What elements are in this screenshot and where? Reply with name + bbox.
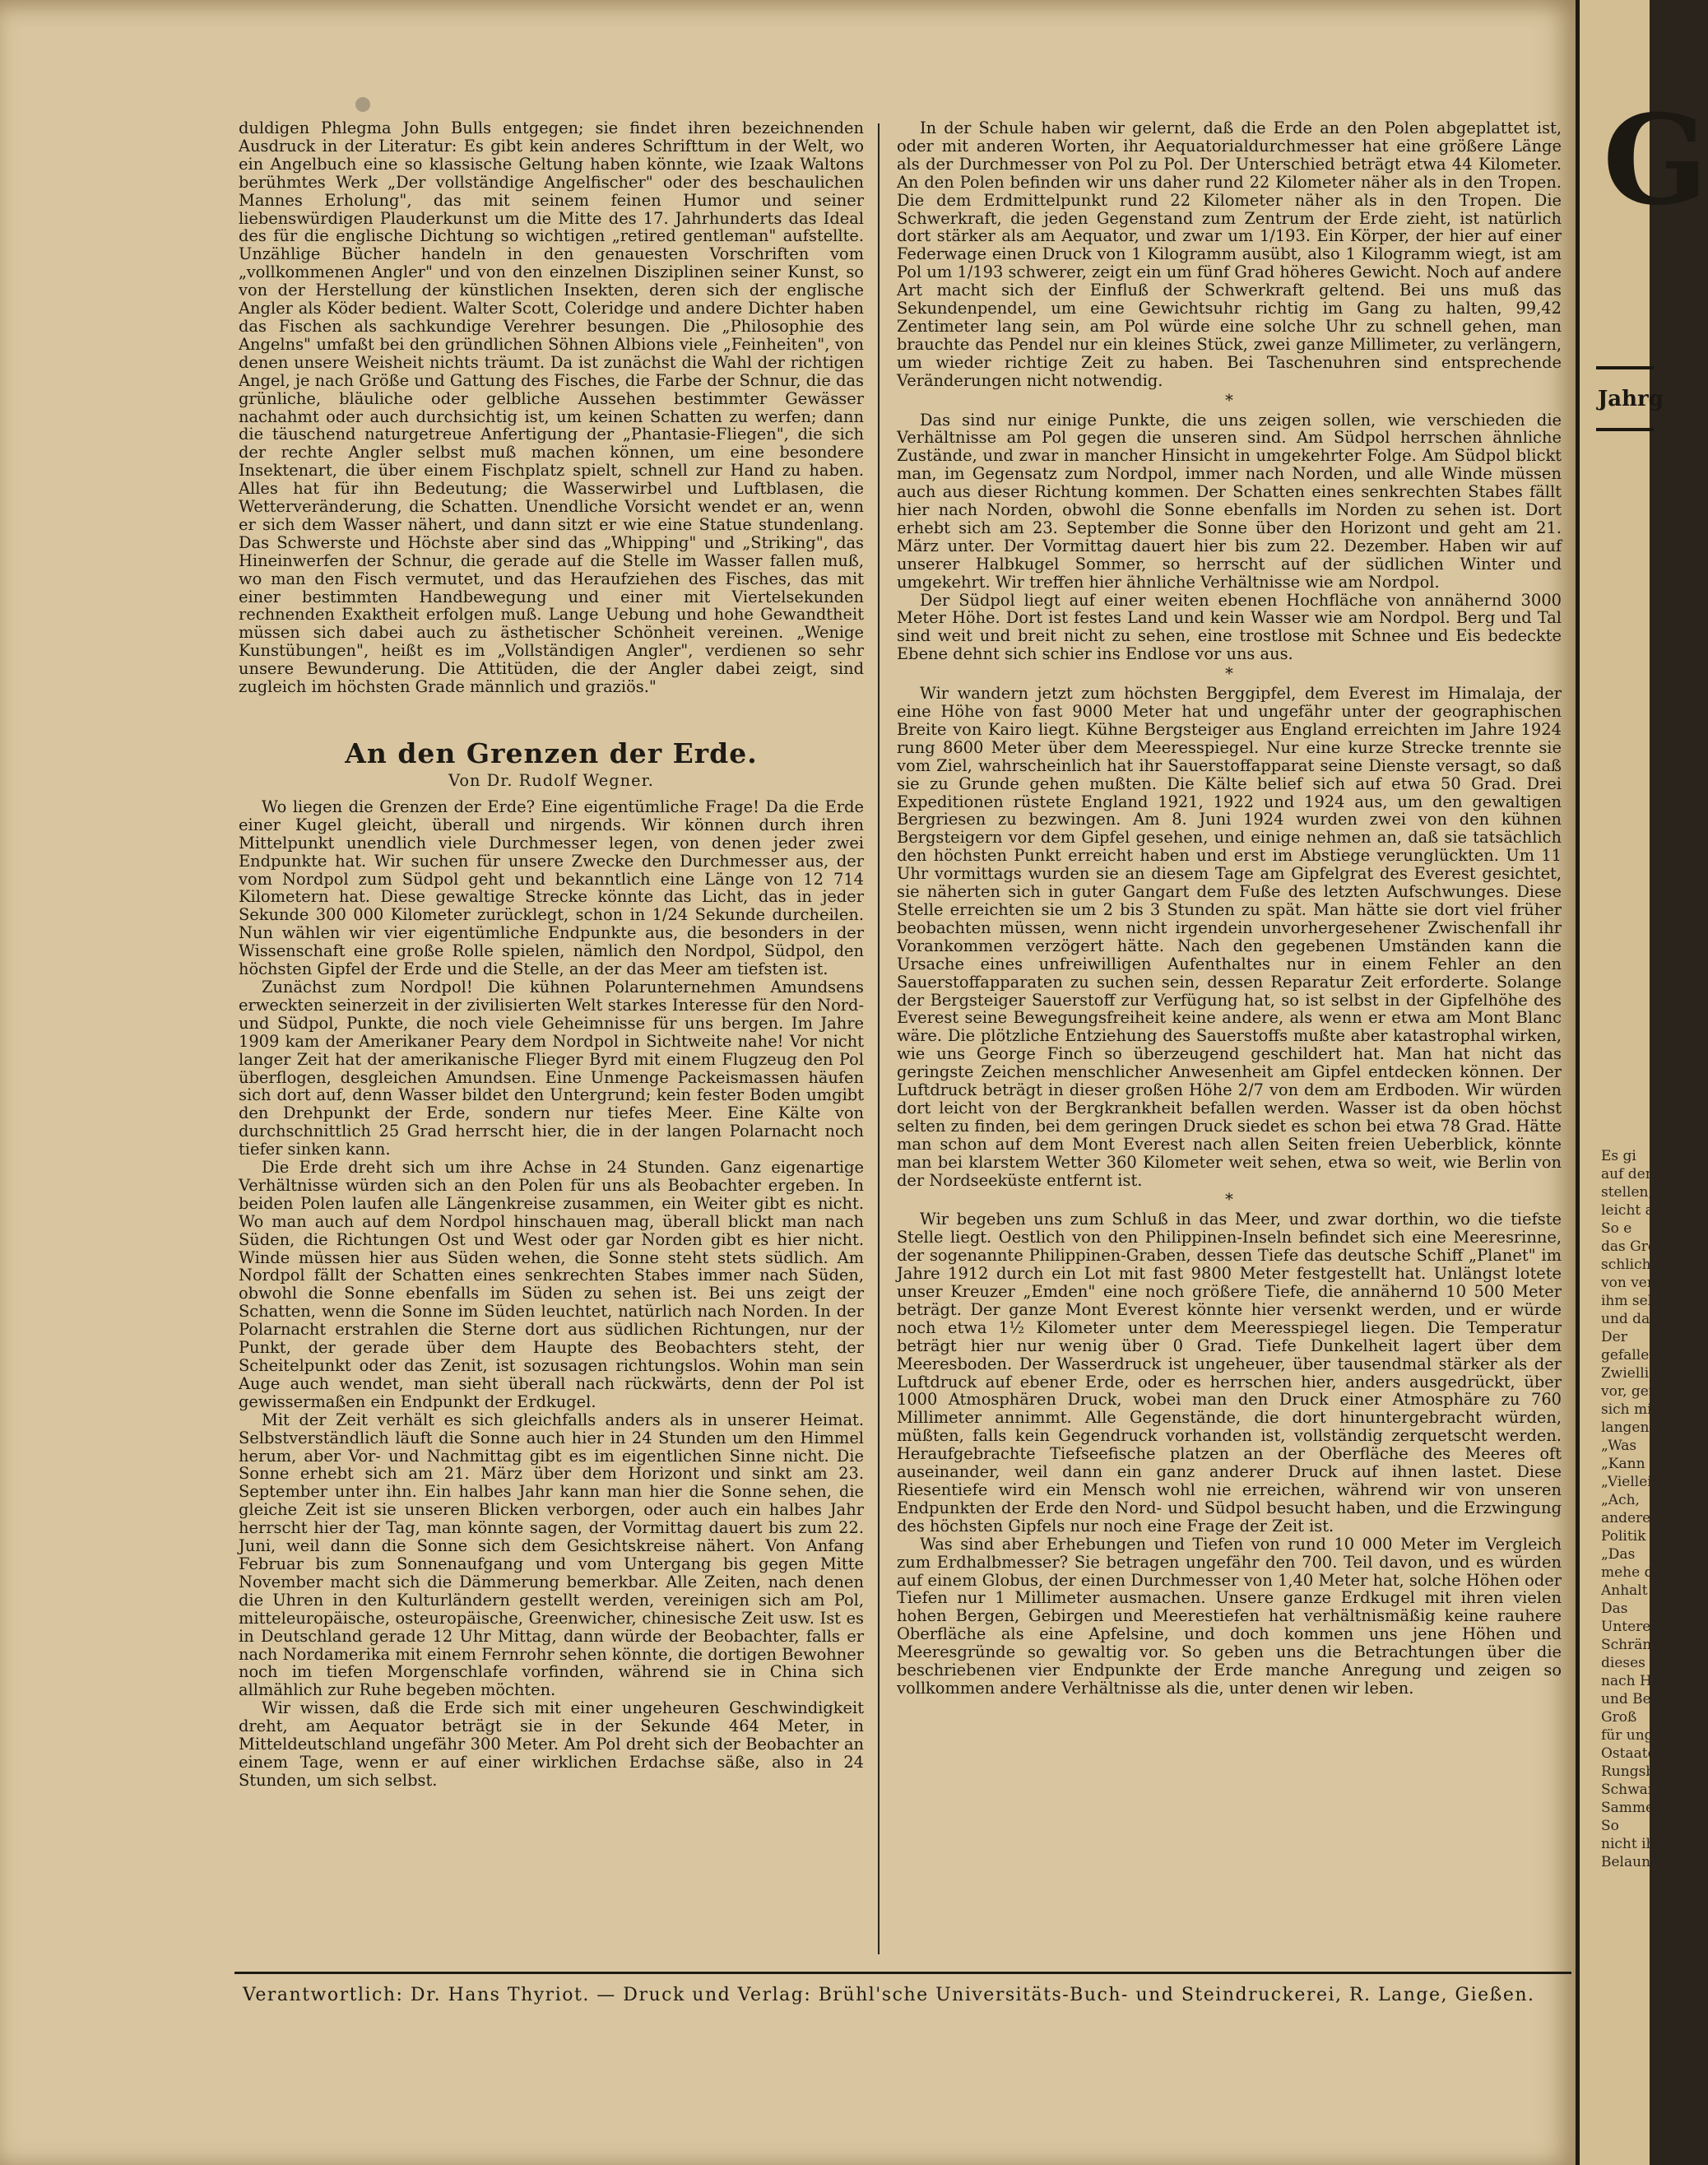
text-fragment: das Grof	[1601, 1238, 1662, 1255]
text-fragment: Unterer	[1601, 1619, 1658, 1635]
text-fragment: auf den	[1601, 1166, 1655, 1182]
text-fragment: Zwiellicht	[1601, 1365, 1672, 1382]
text-fragment: Ostaaten	[1601, 1745, 1665, 1762]
text-fragment: Sammer	[1601, 1800, 1661, 1816]
text-fragment: Schwar	[1601, 1782, 1655, 1798]
text-fragment: und dann	[1601, 1311, 1669, 1327]
text-fragment: Das	[1601, 1601, 1628, 1617]
section-separator: *	[1225, 390, 1233, 410]
adjacent-page-edge	[1576, 0, 1708, 2165]
text-fragment: schlichtem	[1601, 1257, 1678, 1273]
text-fragment: für ung	[1601, 1727, 1654, 1744]
article-paragraph: Das sind nur einige Punkte, die uns zeigen sollen, wie verschieden die Verhältnisse am Pol gegen die unseren sind. Am Südpol herrschen ähnliche Zustände, und zwar in mancher Hinsicht in umgekehrter Folge. Am Südpol blickt man, im Gegensatz zum Nordpol, immer nach Norden, und alle Winde müssen auch aus dieser Richtung kommen. Der Schatten eines senkrechten Stabes fällt hier nach Norden, obwohl die Sonne ebenfalls im Norden zu sehen ist. Dort erhebt sich am 23. September die Sonne über den Horizont und geht am 21. März unter. Der Vormittag dauert hier bis zum 22. Dezember. Haben wir auf unserer Halbkugel Sommer, so herrscht auf der südlichen Winter und umgekehrt. Wir treffen hier ähnliche Verhältnisse wie am Nordpol.	[897, 410, 1562, 592]
text-fragment: mehe die	[1601, 1564, 1666, 1581]
column-divider	[878, 123, 880, 1954]
article-paragraph: Wo liegen die Grenzen der Erde? Eine eigentümliche Frage! Da die Erde einer Kugel gleicht, überall und nirgends. Wir können durch ihren Mittelpunkt unendlich viele Durchmesser legen, von denen jeder zwei Endpunkte hat. Wir suchen für unsere Zwecke den Durchmesser aus, der vom Nordpol zum Südpol geht und bekanntlich eine Länge von 12 714 Kilometern hat. Diese gewaltige Strecke könnte das Licht, das in jeder Sekunde 300 000 Kilometer zurücklegt, schon in 1/24 Sekunde durcheilen. Nun wählen wir vier eigentümliche Endpunkte aus, die besonders in der Wissenschaft eine große Rolle spielen, nämlich den Nordpol, Südpol, den höchsten Gipfel der Erde und die Stelle, an der das Meer am tiefsten ist.	[239, 797, 864, 979]
masthead-rule	[1596, 428, 1654, 431]
article-paragraph: Zunächst zum Nordpol! Die kühnen Polarunternehmen Amundsens erweckten seinerzeit in der zivilisierten Welt starkes Interesse für den Nord- und Südpol, Punkte, die noch viele Geheimnisse für uns bergen. Im Jahre 1909 kam der Amerikaner Peary dem Nordpol in Sichtweite nahe! Vor nicht langer Zeit hat der amerikanische Flieger Byrd mit einem Flugzeug den Pol überflogen, desgleichen Amundsen. Eine Unmenge Packeismassen häufen sich dort auf, denn Wasser bildet den Untergrund; kein fester Boden umgibt den Drehpunkt der Erde, sondern nur tiefes Meer. Eine Kälte von durchschnittlich 25 Grad herrscht hier, die in der langen Polarnacht noch tiefer sinken kann.	[239, 977, 864, 1159]
text-fragment: Der	[1601, 1329, 1627, 1345]
jahrgang-label: Jahrg	[1598, 387, 1664, 411]
article-author: Von Dr. Rudolf Wegner.	[448, 771, 654, 790]
right-column	[897, 119, 1562, 1698]
text-fragment: von versch	[1601, 1275, 1678, 1291]
article-paragraph: In der Schule haben wir gelernt, daß die Erde an den Polen abgeplattet ist, oder mit anderen Worten, ihr Aequatorialdurchmesser hat eine größere Länge als der Durchmesser von Pol zu Pol. Der Unterschied beträgt etwa 44 Kilometer. An den Polen befinden wir uns daher rund 22 Kilometer näher als in den Tropen. Die dem Erdmittelpunkt rund 22 Kilometer näher als in den Tropen. Die Schwerkraft, die jeden Gegenstand zum Zentrum der Erde zieht, ist natürlich dort stärker als am Aequator, und zwar um 1/193. Ein Körper, der hier auf einer Federwage einen Druck von 1 Kilogramm ausübt, also 1 Kilogramm wiegt, ist am Pol um 1/193 schwerer, zeigt ein um fünf Grad höheres Gewicht. Noch auf andere Art macht sich der Einfluß der Schwerkraft geltend. Bei uns muß das Sekundenpendel, um eine Gewichtsuhr richtig im Gang zu halten, 99,42 Zentimeter lang sein, am Pol würde eine solche Uhr zu schnell gehen, man brauchte das Pendel nur ein kleines Stück, zwei ganze Millimeter, zu verlängern, um wieder richtige Zeit zu haben. Bei Taschenuhren sind entsprechende Veränderungen nicht notwendig.	[897, 118, 1562, 390]
imprint-footer: Verantwortlich: Dr. Hans Thyriot. — Druck und Verlag: Brühl'sche Universitäts-Buch- und Steindruckerei, R. Lange, Gießen.	[243, 1985, 1535, 2005]
text-fragment: So e	[1601, 1220, 1632, 1237]
article-paragraph: Mit der Zeit verhält es sich gleichfalls anders als in unserer Heimat. Selbstverständlich läuft die Sonne auch hier in 24 Stunden um den Himmel herum, aber Vor- und Nachmittag gibt es im eigentlichen Sinne nicht. Die Sonne erhebt sich am 21. März über dem Horizont und sinkt am 23. September unter ihn. Ein halbes Jahr kann man hier die Sonne sehen, die gleiche Zeit ist sie unseren Blicken verborgen, oder auch ein halbes Jahr herrscht hier der Tag, man könnte sagen, der Vormittag dauert bis zum 22. Juni, weil dann die Sonne sich dem Gesichtskreise nähert. Von Anfang Februar bis zum Sonnenaufgang und vom Untergang bis gegen Mitte November macht sich die Dämmerung bemerkbar. Alle Zeiten, nach denen die Uhren in den Kulturländern gestellt werden, vereinigen sich am Pol, mitteleuropäische, osteuropäische, Greenwicher, chinesische Zeit usw. Ist es in Deutschland gerade 12 Uhr Mittag, dann würde der Beobachter, falls er nach Nordamerika mit einem Fernrohr sehen könnte, die dortigen Bewohner noch im tiefen Morgenschlafe vorfinden, während sie in China sich allmählich zur Ruhe begeben möchten.	[239, 1410, 864, 1700]
article-paragraph: Der Südpol liegt auf einer weiten ebenen Hochfläche von annähernd 3000 Meter Höhe. Dort ist festes Land und kein Wasser wie am Nordpol. Berg und Tal sind weit und breit nicht zu sehen, eine trostlose mit Schnee und Eis bedeckte Ebene dehnt sich schier ins Endlose vor uns aus.	[897, 590, 1562, 664]
text-fragment: Rungsbe	[1601, 1763, 1664, 1780]
text-fragment: „Das	[1601, 1546, 1636, 1563]
text-fragment: dieses Gem	[1601, 1655, 1683, 1671]
article-paragraph: Die Erde dreht sich um ihre Achse in 24 Stunden. Ganz eigenartige Verhältnisse würden sich an den Polen für uns als Beobachter ergeben. In beiden Polen laufen alle Längenkreise zusammen, ein Weiter gibt es nicht. Wo man auch auf dem Nordpol hinschauen mag, überall blickt man nach Süden, die Richtungen Ost und West oder gar Norden gibt es hier nicht. Winde müssen hier aus Süden wehen, die Sonne steht stets südlich. Am Nordpol fällt der Schatten eines senkrechten Stabes immer nach Süden, obwohl die Sonne ebenfalls im Süden zu sehen ist. Bei uns zeigt der Schatten, wenn die Sonne im Süden leuchtet, natürlich nach Norden. In der Polarnacht erstrahlen die Sterne dort aus südlichen Richtungen, nur der Punkt, der gerade über dem Haupte des Beobachters steht, der Scheitelpunkt oder das Zenit, ist sozusagen richtungslos. Wohin man sein Auge auch wendet, man sieht überall nach rückwärts, denn der Pol ist gewissermaßen ein Endpunkt der Erdkugel.	[239, 1158, 864, 1411]
text-fragment: gefallen	[1601, 1347, 1659, 1364]
text-fragment: ihm selb	[1601, 1293, 1662, 1309]
article-title: An den Grenzen der Erde.	[345, 737, 758, 769]
text-fragment: Belaunt	[1601, 1854, 1656, 1870]
text-fragment: sich mich	[1601, 1401, 1669, 1418]
text-fragment: Anhalt f	[1601, 1582, 1658, 1599]
text-fragment: So	[1601, 1818, 1619, 1834]
intro-paragraph: duldigen Phlegma John Bulls entgegen; sie findet ihren bezeichnenden Ausdruck in der Literatur: Es gibt kein anderes Schrifttum in der Welt, wo ein Angelbuch eine so klassische Geltung haben könnte, wie Izaak Waltons berühmtes Werk „Der vollständige Angelfischer" oder des beschaulichen Mannes Erholung", das mit seinem feinen Humor und seiner liebenswürdigen Plauderkunst um die Mitte des 17. Jahrhunderts das Ideal des für die englische Dichtung so wichtigen „retired gentleman" aufstellte. Unzählige Bücher handeln in den genauesten Vorschriften vom „vollkommenen Angler" und von den einzelnen Disziplinen seiner Kunst, so von der Herstellung der künstlichen Insekten, deren sich der englische Angler als Köder bedient. Walter Scott, Coleridge und andere Dichter haben das Fischen als sachkundige Verehrer besungen. Die „Philosophie des Angelns" umfaßt bei den gründlichen Söhnen Albions viele „Feinheiten", von denen unsere Weisheit nichts träumt. Da ist zunächst die Wahl der richtigen Angel, je nach Größe und Gattung des Fisches, die Farbe der Schnur, die das grünliche, bläuliche oder gelbliche Aussehen bestimmter Gewässer nachahmt oder auch durchsichtig ist, um keinen Schatten zu werfen; dann die täuschend naturgetreue Anfertigung der „Phantasie-Fliegen", die sich der rechte Angler selbst muß machen können, um eine besondere Insektenart, die über einem Fischplatz spielt, schnell zur Hand zu haben. Alles hat für ihn Bedeutung; die Wasserwirbel und Luftblasen, die Wetterveränderung, die Schatten. Unendliche Vorsicht wendet er an, wenn er sich dem Wasser nähert, und dann sitzt er wie eine Statue stundenlang. Das Schwerste und Höchste aber sind das „Whipping" und „Striking", das Hineinwerfen der Schnur, die gerade auf die Stelle im Wasser fallen muß, wo man den Fisch vermutet, und das Heraufziehen des Fisches, das mit einer bestimmten Handbewegung und einer mit Viertelsekunden rechnenden Exaktheit erfolgen muß. Lange Uebung und hohe Gewandtheit müssen sich dabei auch zu ästhetischer Schönheit vereinen. „Wenige Kunstübungen", heißt es im „Vollständigen Angler", verdienen so sehr unsere Bewunderung. Die Attitüden, die der Angler dabei zeigt, sind zugleich im höchsten Grade männlich und graziös."	[239, 118, 864, 697]
article-paragraph: Wir begeben uns zum Schluß in das Meer, und zwar dorthin, wo die tiefste Stelle liegt. Oestlich von den Philippinen-Inseln befindet sich eine Meeresrinne, der sogenannte Philippinen-Graben, dessen Tiefe das deutsche Schiff „Planet" im Jahre 1912 durch ein Lot mit fast 9800 Meter festgestellt hat. Unlängst lotete unser Kreuzer „Emden" eine noch größere Tiefe, die annähernd 10 500 Meter beträgt. Der ganze Mont Everest könnte hier versenkt werden, und er würde noch etwa 1½ Kilometer unter dem Meeresspiegel liegen. Die Temperatur beträgt hier nur wenig über 0 Grad. Tiefe Dunkelheit lagert über dem Meeresboden. Der Wasserdruck ist ungeheuer, über tausendmal stärker als der Luftdruck auf ebener Erde, oder es herrschen hier, anders ausgedrückt, über 1000 Atmosphären Druck, wobei man den Druck einer Atmosphäre zu 760 Millimeter annimmt. Alle Gegenstände, die dort hinuntergebracht würden, müßten, falls kein Gegendruck vorhanden ist, vollständig zerquetscht werden. Heraufgebrachte Tiefseefische platzen an der Oberfläche des Meeres oft auseinander, weil dann ein ganz anderer Druck auf ihnen lastet. Diese Riesentiefe wird ein Mensch wohl nie erreichen, während wir von unseren Endpunkten der Erde den Nord- und Südpol besucht haben, und die Erzwingung des höchsten Gipfels nur noch eine Frage der Zeit ist.	[897, 1210, 1562, 1535]
text-fragment: Politik be	[1601, 1528, 1668, 1545]
text-fragment: nach Her	[1601, 1673, 1667, 1689]
article-paragraph: Wir wissen, daß die Erde sich mit einer ungeheuren Geschwindigkeit dreht, am Aequator beträgt sie in der Sekunde 464 Meter, in Mitteldeutschland ungefähr 300 Meter. Am Pol dreht sich der Beobachter an einem Tage, wenn er auf einer wirklichen Erdachse säße, also in 24 Stunden, um sich selbst.	[239, 1698, 864, 1790]
article-paragraph: Was sind aber Erhebungen und Tiefen von rund 10 000 Meter im Vergleich zum Erdhalbmesser? Sie betragen ungefähr den 700. Teil davon, und es würden auf einem Globus, der einen Durchmesser von 1,40 Meter hat, solche Höhen oder Tiefen nur 1 Millimeter ausmachen. Unsere ganze Erdkugel mit ihren vielen hohen Bergen, Gebirgen und Meerestiefen hat verhältnismäßig keine rauhere Oberfläche als eine Apfelsine, und doch kommen uns jene Höhen und Meeresgründe so gewaltig vor. So geben uns die Betrachtungen über die beschriebenen vier Endpunkte der Erde manche Anregung und zeigen so vollkommen andere Verhältnisse als die, unter denen wir leben.	[897, 1534, 1562, 1698]
text-fragment: „Kann	[1601, 1456, 1645, 1472]
text-fragment: Groß	[1601, 1709, 1637, 1726]
text-fragment: leicht au	[1601, 1202, 1663, 1219]
text-fragment: „Vielleich	[1601, 1474, 1669, 1490]
text-fragment: „Ach,	[1601, 1492, 1640, 1508]
text-fragment: und Bergl	[1601, 1691, 1672, 1707]
text-fragment: Schränkt	[1601, 1637, 1666, 1653]
text-fragment: stellen,	[1601, 1184, 1653, 1201]
text-fragment: „Was	[1601, 1438, 1637, 1454]
left-column	[239, 119, 864, 1790]
text-fragment: nicht ih	[1601, 1836, 1655, 1852]
text-fragment: langen, e	[1601, 1419, 1667, 1436]
section-separator: *	[1225, 664, 1233, 684]
text-fragment: andere D	[1601, 1510, 1667, 1526]
masthead-rule	[1596, 366, 1654, 369]
paper-stain	[355, 97, 370, 112]
text-fragment: vor, gen	[1601, 1383, 1658, 1400]
text-fragment: Es gi	[1601, 1148, 1636, 1164]
article-paragraph: Wir wandern jetzt zum höchsten Berggipfel, dem Everest im Himalaja, der eine Höhe von fast 9000 Meter hat und ungefähr unter der geographischen Breite von Kairo liegt. Kühne Bergsteiger aus England erreichten im Jahre 1924 rung 8600 Meter über dem Meeresspiegel. Nur eine kurze Strecke trennte sie vom Ziel, wahrscheinlich hat ihr Sauerstoffapparat seine Dienste versagt, so daß sie zu Grunde gehen mußten. Die Kälte belief sich auf etwa 50 Grad. Drei Expeditionen rüstete England 1921, 1922 und 1924 aus, um den gewaltigen Bergriesen zu bezwingen. Am 8. Juni 1924 wurden zwei von den kühnen Bergsteigern vor dem Gipfel gesehen, und einige nehmen an, daß sie tatsächlich den höchsten Punkt erreicht haben und erst im Abstiege verunglückten. Um 11 Uhr vormittags wurden sie an diesem Tage am Gipfelgrat des Everest gesichtet, sie näherten sich in guter Gangart dem Fuße des letzten Aufschwunges. Diese Stelle erreichten sie um 2 bis 3 Stunden zu spät. Man hätte sie dort viel früher beobachten müssen, wenn nicht irgendein unvorhergesehener Zwischenfall ihr Vorankommen verzögert hätte. Nach den gegebenen Umständen kann die Ursache eines unfreiwilligen Aufenthaltes nur in einem Fehler an den Sauerstoffapparaten zu suchen sein, dessen Reparatur Zeit erforderte. Solange der Bergsteiger Sauerstoff zur Verfügung hat, so ist selbst in der Gipfelhöhe des Everest seine Bewegungsfreiheit keine andere, als wenn er etwa am Mont Blanc wäre. Die plötzliche Entziehung des Sauerstoffs mußte aber katastrophal wirken, wie uns George Finch so überzeugend geschildert hat. Man hat nicht das geringste Zeichen menschlicher Anwesenheit am Gipfel entdecken können. Der Luftdruck beträgt in dieser großen Höhe 2/7 von dem am Erdboden. Wir würden dort leicht von der Bergkrankheit befallen werden. Wasser ist da oben höchst selten zu finden, bei dem geringen Druck siedet es schon bei etwa 78 Grad. Hätte man schon auf dem Mont Everest nach allen Seiten freien Ueberblick, könnte man bei klarstem Wetter 360 Kilometer weit sehen, etwa so weit, wie Berlin von der Nordseeküste entfernt ist.	[897, 684, 1562, 1190]
masthead-letter: G	[1603, 88, 1708, 233]
section-separator: *	[1225, 1190, 1233, 1210]
footer-rule	[234, 1972, 1571, 1974]
